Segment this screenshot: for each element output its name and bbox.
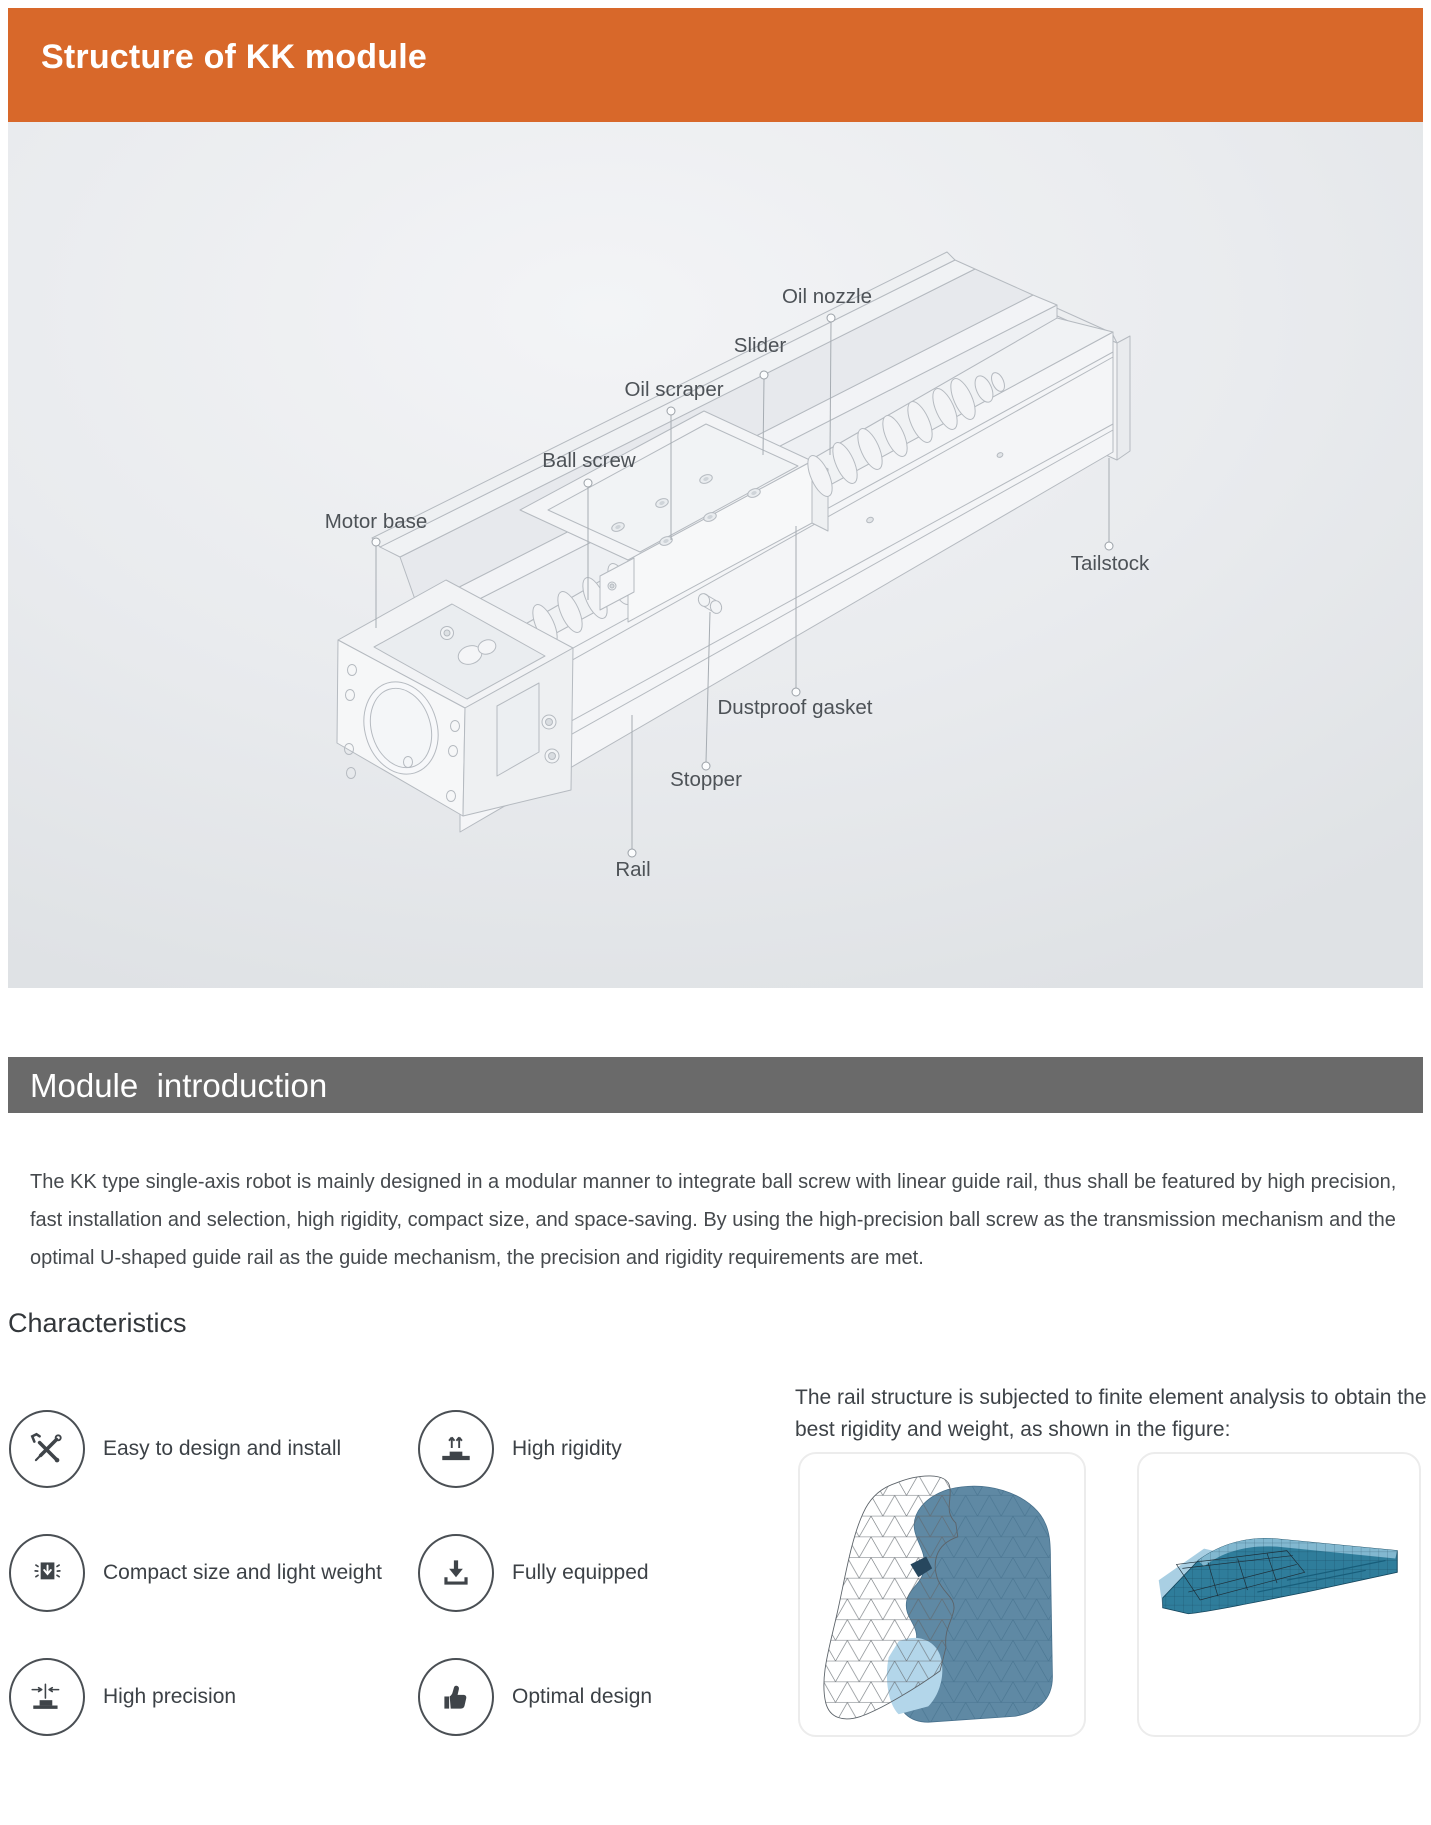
characteristic-label: High rigidity xyxy=(512,1437,622,1460)
label-oil-scraper: Oil scraper xyxy=(624,378,724,401)
precision-gauge-icon xyxy=(9,1658,85,1736)
thumbs-up-icon xyxy=(418,1658,494,1736)
characteristic-label: Easy to design and install xyxy=(103,1437,342,1460)
kk-module-diagram-svg xyxy=(8,122,1423,988)
fea-figure-deflection xyxy=(1137,1452,1421,1737)
rigidity-arrows-icon xyxy=(418,1410,494,1488)
characteristic-item xyxy=(9,1658,236,1736)
download-tray-icon xyxy=(418,1534,494,1612)
banner xyxy=(8,8,1423,122)
module-introduction-paragraph: The KK type single-axis robot is mainly designed in a modular manner to integrate ball screw with linear guide rail, thus shall be featured by high precision, fast installation and selection, high rigidity, compact size, and space-saving. By using the high-precision ball screw as the transmission mechanism and the optimal U-shaped guide rail as the guide mechanism, the precision and rigidity requirements are met. xyxy=(30,1171,1397,1269)
compact-size-icon xyxy=(9,1534,85,1612)
module-introduction-bar xyxy=(8,1057,1423,1113)
characteristics-heading: Characteristics xyxy=(8,1308,187,1338)
label-ball-screw: Ball screw xyxy=(542,449,636,472)
page-title: Structure of KK module xyxy=(41,38,427,76)
label-oil-nozzle: Oil nozzle xyxy=(781,285,873,308)
characteristic-label: High precision xyxy=(103,1685,237,1708)
characteristic-label: Optimal design xyxy=(512,1685,653,1708)
label-dustproof-gasket: Dustproof gasket xyxy=(717,696,873,719)
module-introduction-title: Module introduction xyxy=(30,1067,328,1104)
characteristic-item xyxy=(9,1410,341,1488)
fea-note: The rail structure is subjected to finite element analysis to obtain the best rigidity and weight, as shown in the figure: xyxy=(795,1386,1427,1441)
characteristic-item xyxy=(418,1410,622,1488)
wrench-screwdriver-icon xyxy=(9,1410,85,1488)
characteristic-item xyxy=(418,1534,649,1612)
label-stopper: Stopper xyxy=(670,768,742,791)
characteristic-label: Fully equipped xyxy=(512,1561,649,1584)
characteristic-item xyxy=(9,1534,382,1612)
label-tailstock: Tailstock xyxy=(1070,552,1150,575)
characteristic-item xyxy=(418,1658,652,1736)
characteristic-label: Compact size and light weight xyxy=(103,1561,382,1584)
label-motor-base: Motor base xyxy=(324,510,428,533)
kk-module-diagram xyxy=(8,122,1423,988)
label-rail: Rail xyxy=(615,858,651,881)
fea-figure-cross-section xyxy=(798,1452,1086,1737)
label-slider: Slider xyxy=(733,334,787,357)
